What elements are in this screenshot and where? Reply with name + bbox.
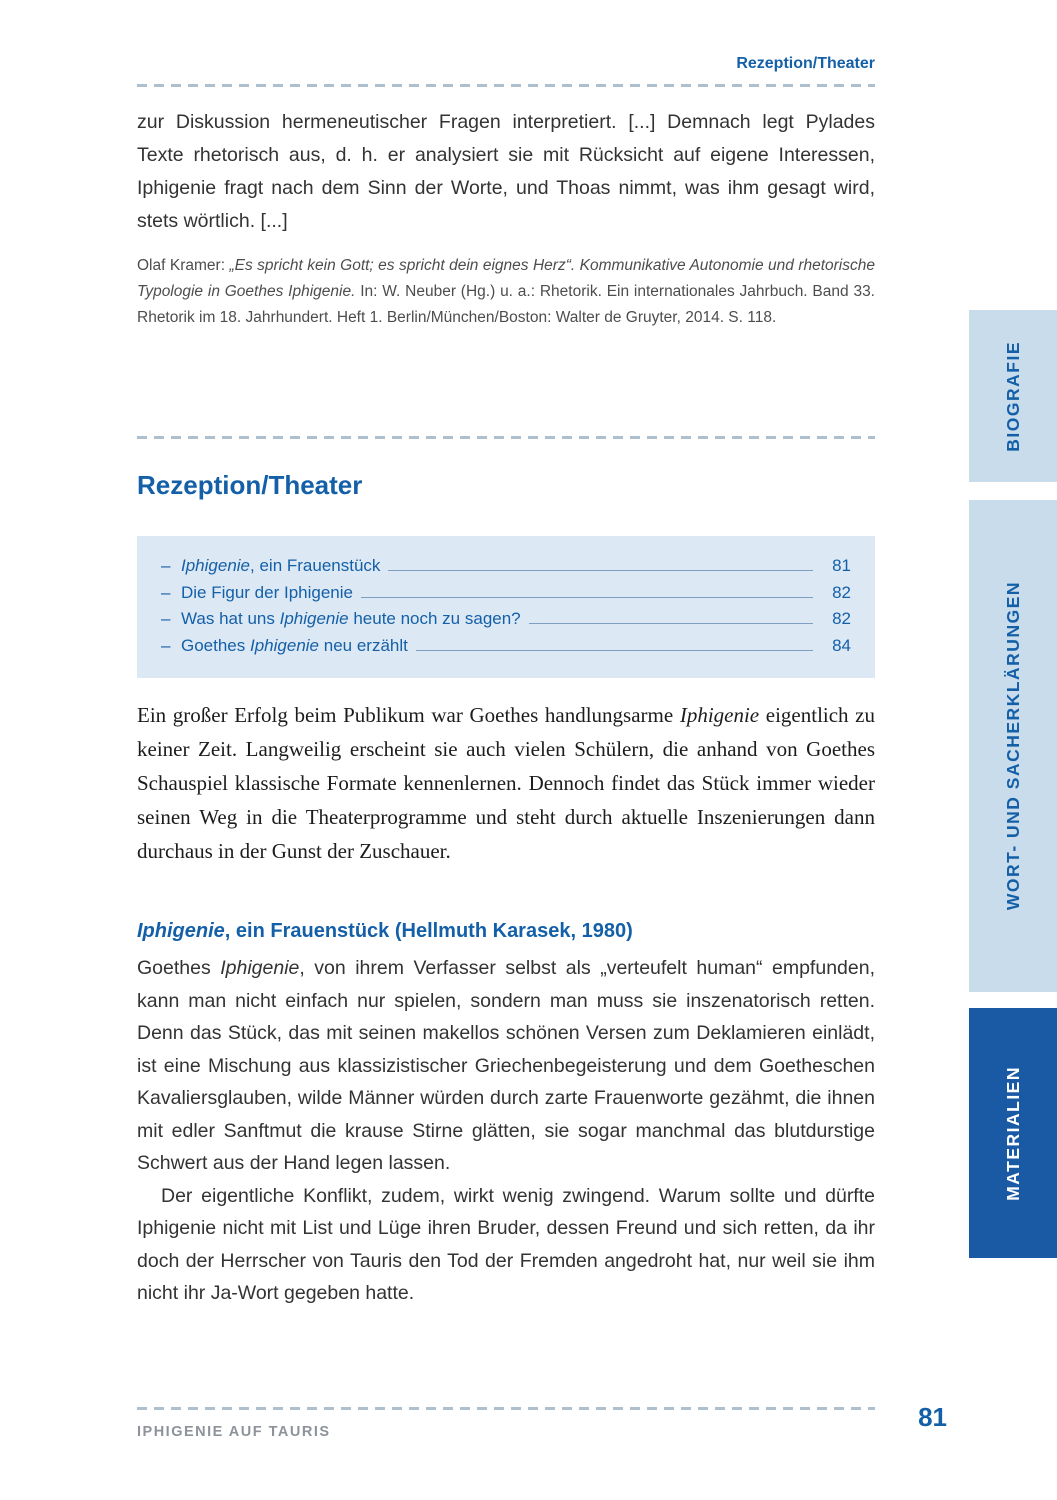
toc-item[interactable] (161, 580, 851, 607)
toc-label: Die Figur der Iphigenie (181, 582, 353, 602)
sidebar-tab-wort-und-sacherklaerungen[interactable] (969, 500, 1057, 992)
tab-label: WORT- UND SACHERKLÄRUNGEN (1002, 581, 1023, 911)
leader-line (388, 570, 813, 571)
divider-footer (137, 1407, 875, 1410)
quote-continuation-paragraph: zur Diskussion hermeneutischer Fragen interpretiert. [...] Demnach legt Pylades Texte rhetorisch aus, d. h. er analysiert sie mit Rücksicht auf eigene Interessen, Iphigenie fragt nach dem Sinn der Worte, und Thoas nimmt, was ihm gesagt wird, stets wörtlich. [...] (137, 111, 875, 232)
toc-label: Goethes Iphigenie neu erzählt (181, 635, 408, 655)
divider-top (137, 84, 875, 87)
sidebar-tab-materialien[interactable] (969, 1008, 1057, 1258)
toc-item[interactable] (161, 633, 851, 660)
tab-label: BIOGRAFIE (1002, 340, 1023, 452)
toc-bullet: – (161, 609, 171, 628)
toc-box (137, 536, 875, 678)
toc-label: Iphigenie, ein Frauenstück (181, 556, 381, 575)
leader-line (529, 623, 813, 624)
leader-line (416, 650, 813, 651)
toc-bullet: – (161, 635, 171, 655)
quote-body (137, 952, 875, 1310)
toc-page-number: 81 (832, 556, 851, 575)
subsection-title: Iphigenie, ein Frauenstück (Hellmuth Karasek, 1980) (137, 920, 633, 942)
intro-paragraph: Ein großer Erfolg beim Publikum war Goethes handlungsarme Iphigenie eigentlich zu keiner Zeit. Langweilig erscheint sie auch vielen Schülern, die anhand von Goethes Schauspiel klassische Formate kennenlernen. Dennoch findet das Stück immer wieder seinen Weg in die Theaterprogramme und steht durch aktuelle Inszenierungen dann durchaus in der Gunst der Zuschauer. (137, 703, 875, 863)
page-number: 81 (918, 1402, 947, 1432)
toc-bullet: – (161, 556, 171, 575)
toc-page-number: 84 (832, 635, 851, 655)
sidebar-tab-biografie[interactable] (969, 310, 1057, 482)
paragraph: Der eigentliche Konflikt, zudem, wirkt wenig zwingend. Warum sollte und dürfte Iphigenie nicht mit List und Lüge ihren Bruder, dessen Freund und sich retten, da ihr doch der Herrscher von Tauris den Tod der Fremden angedroht hat, nur weil sie ihm nicht ihr Ja-Wort gegeben hatte. (137, 1184, 875, 1304)
toc-page-number: 82 (832, 582, 851, 602)
toc-label: Was hat uns Iphigenie heute noch zu sagen? (181, 609, 521, 628)
paragraph: Goethes Iphigenie, von ihrem Verfasser selbst als „verteufelt human“ empfunden, kann man nicht einfach nur spielen, sondern man muss sie inszenatorisch retten. Denn das Stück, das mit seinen makellos schönen Versen zum Deklamieren einlädt, ist eine Mischung aus klassizistischer Griechenbegeisterung und dem Goetheschen Kavaliersglauben, wilde Männer würden durch zarte Frauenworte gezähmt, die ihnen mit edler Sanftmut die krause Stirne glätten, sie sogar manchmal das blutdurstige Schwert aus der Hand legen lassen. (137, 957, 875, 1174)
toc-item[interactable] (161, 606, 851, 633)
section-title: Rezeption/Theater (137, 470, 363, 500)
source-citation: Olaf Kramer: „Es spricht kein Gott; es spricht dein eignes Herz“. Kommunikative Autonomie und rhetorische Typologie in Goethes Iphigenie. In: W. Neuber (Hg.) u. a.: Rhetorik. Ein internationales Jahrbuch. Band 33. Rhetorik im 18. Jahrhundert. Heft 1. Berlin/München/Boston: Walter de Gruyter, 2014. S. 118. (137, 257, 875, 326)
divider-section (137, 436, 875, 439)
tab-label: MATERIALIEN (1002, 1065, 1023, 1201)
leader-line (361, 597, 813, 598)
toc-page-number: 82 (832, 609, 851, 628)
footer-book-title: IPHIGENIE AUF TAURIS (137, 1424, 331, 1440)
running-header: Rezeption/Theater (736, 55, 875, 72)
toc-bullet: – (161, 582, 171, 602)
toc-item[interactable] (161, 553, 851, 580)
